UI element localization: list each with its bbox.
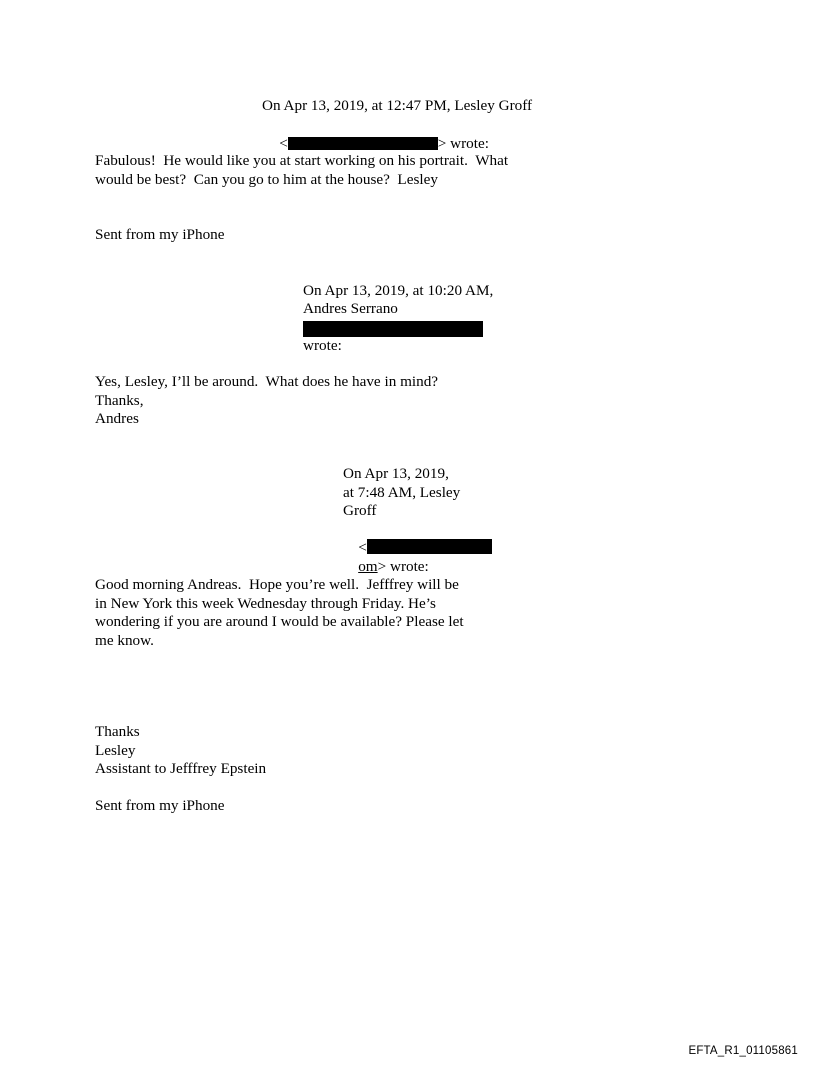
bates-stamp: EFTA_R1_01105861 <box>688 1045 798 1057</box>
message-3-header-line-3: Groff <box>343 502 377 519</box>
message-2-header-line-2: Andres Serrano <box>303 300 398 317</box>
message-3-header-line-2: at 7:48 AM, Lesley <box>343 484 461 501</box>
redaction-bar-email-1 <box>288 137 438 150</box>
email-tail-fragment: om <box>358 557 378 575</box>
message-2-header-line-1: On Apr 13, 2019, at 10:20 AM, <box>303 282 494 299</box>
message-3-body: Good morning Andreas. Hope you’re well. Jefffrey will be in New York this week Wednesday through Friday. He’s wondering if you are around I would be available? Please let me know. <box>95 576 468 649</box>
message-3-header-line-1: On Apr 13, 2019, <box>343 465 449 482</box>
message-2-header-line-3: wrote: <box>303 337 342 354</box>
message-3-signature: Sent from my iPhone <box>95 797 225 814</box>
message-3-signature-line-1: Thanks <box>95 723 140 740</box>
message-2-body-line-1: Yes, Lesley, I’ll be around. What does he have in mind? <box>95 373 439 390</box>
angle-bracket-close: > wrote: <box>377 557 429 575</box>
message-3-signature-line-3: Assistant to Jefffrey Epstein <box>95 760 267 777</box>
angle-bracket-open: < <box>358 538 367 556</box>
message-1-header-line-1: On Apr 13, 2019, at 12:47 PM, Lesley Groff <box>262 97 533 114</box>
message-1-body: Fabulous! He would like you at start working on his portrait. What would be best? Can you go to him at the house? Lesley <box>95 152 512 188</box>
message-2-body-line-2: Thanks, <box>95 392 144 409</box>
angle-bracket-close: > wrote: <box>437 134 489 152</box>
redaction-bar-email-2 <box>303 321 483 337</box>
angle-bracket-open: < <box>279 134 288 152</box>
message-1-signature: Sent from my iPhone <box>95 226 225 243</box>
message-3-signature-line-2: Lesley <box>95 742 136 759</box>
message-2-body-line-3: Andres <box>95 410 139 427</box>
